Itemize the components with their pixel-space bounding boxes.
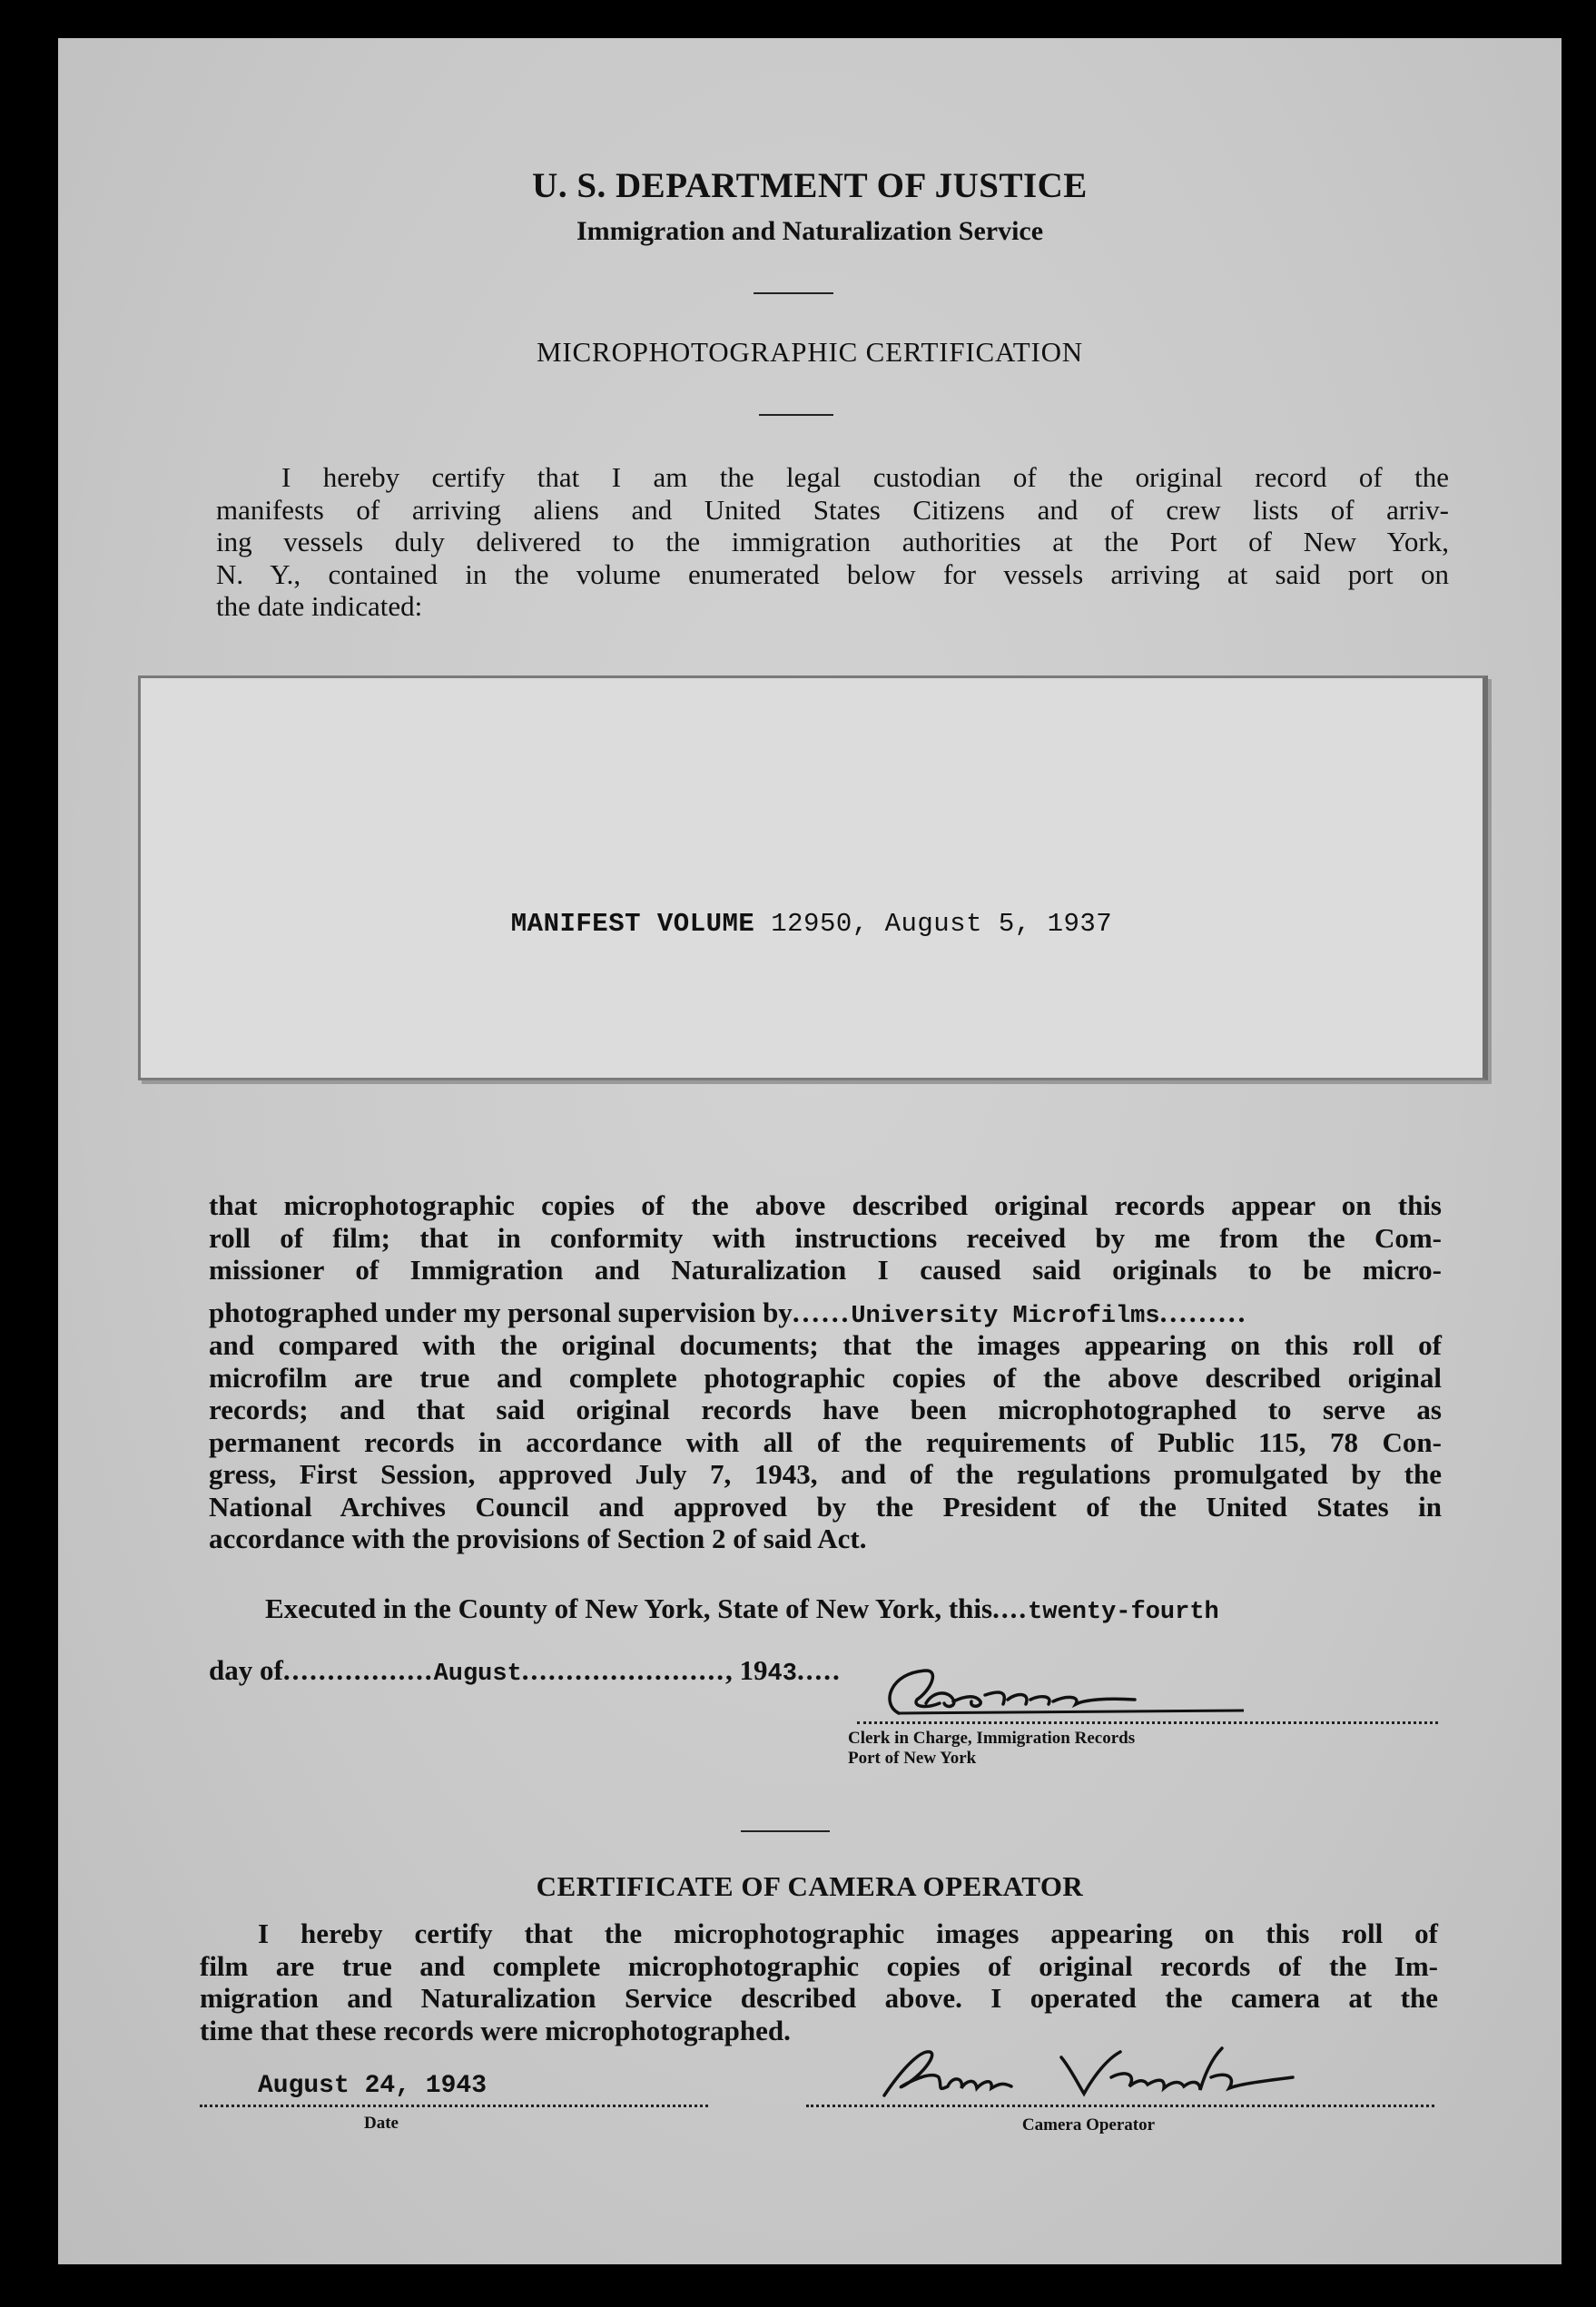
- divider: [759, 414, 833, 416]
- body-paragraph-2: [209, 1329, 1442, 1555]
- intro-line: manifests of arriving aliens and United States Citizens and of crew lists of arriv-: [216, 493, 1449, 526]
- body-line: National Archives Council and approved by the President of the United States in: [209, 1490, 1442, 1523]
- body-line: that microphotographic copies of the above described original records appear on this: [209, 1189, 1442, 1221]
- service-subtitle: Immigration and Naturalization Service: [576, 216, 1044, 246]
- camera-date-value: August 24, 1943: [257, 2072, 488, 2100]
- clerk-title: [848, 1729, 1302, 1769]
- operator-line: [806, 2105, 1434, 2107]
- body-line: accordance with the provisions of Section 2 of said Act.: [209, 1523, 867, 1554]
- photographed-prefix: photographed under my personal supervision by: [209, 1296, 793, 1328]
- intro-line: N. Y., contained in the volume enumerated below for vessels arriving at said port on: [216, 557, 1449, 590]
- date-label: Date: [364, 2114, 399, 2133]
- camera-paragraph: [200, 1918, 1438, 2046]
- clerk-title-line1: Clerk in Charge, Immigration Records: [848, 1729, 1136, 1748]
- body-line: microfilm are true and complete photographic copies of the above described original: [209, 1361, 1442, 1394]
- executed-line: Executed in the County of New York, State of New York, this....twenty-fourth: [265, 1592, 1219, 1626]
- body-line: permanent records in accordance with all of the requirements of Public 115, 78 Con-: [209, 1425, 1442, 1458]
- operator-signature: [866, 2041, 1338, 2106]
- body-paragraph: [209, 1189, 1442, 1287]
- executed-prefix: Executed in the County of New York, State of New York, this: [265, 1592, 993, 1624]
- body-line: and compared with the original documents; that the images appearing on this roll of: [209, 1329, 1442, 1361]
- date-line: [200, 2105, 708, 2107]
- body-line: missioner of Immigration and Naturalization I caused said originals to be micro-: [209, 1254, 1442, 1286]
- day-of-line: day of.................August......................., 1943.....: [209, 1654, 842, 1688]
- day-of-label: day of: [209, 1654, 283, 1686]
- camera-heading: CERTIFICATE OF CAMERA OPERATOR: [536, 1870, 1084, 1902]
- certificate-page: [58, 38, 1562, 2264]
- photographed-by-value: University Microfilms: [851, 1303, 1160, 1330]
- camera-line: I hereby certify that the microphotographic images appearing on this roll of: [258, 1918, 1438, 1949]
- volume-date: August 5, 1937: [884, 909, 1113, 939]
- operator-label: Camera Operator: [1021, 2115, 1156, 2134]
- body-line: records; and that said original records have been microphotographed to serve as: [209, 1394, 1442, 1425]
- body-line: gress, First Session, approved July 7, 1943, and of the regulations promulgated by the: [209, 1458, 1442, 1490]
- clerk-signature-area: [862, 1663, 1434, 1718]
- operator-signature-area: [866, 2041, 1356, 2106]
- executed-month: August: [433, 1661, 522, 1688]
- executed-day: twenty-fourth: [1028, 1599, 1219, 1626]
- year-prefix: , 19: [725, 1654, 768, 1686]
- signature-line: [857, 1721, 1438, 1724]
- intro-line: the date indicated:: [216, 590, 423, 622]
- intro-line: I hereby certify that I am the legal custodian of the original record of the: [281, 461, 1449, 493]
- camera-line: time that these records were microphotographed.: [200, 2014, 791, 2046]
- volume-number: 12950,: [771, 909, 869, 939]
- photographed-line: photographed under my personal supervision by......University Microfilms.........: [209, 1296, 1248, 1330]
- divider: [741, 1830, 830, 1832]
- intro-line: ing vessels duly delivered to the immigration authorities at the Port of New York,: [216, 526, 1449, 557]
- certification-heading: MICROPHOTOGRAPHIC CERTIFICATION: [537, 336, 1083, 368]
- department-title: U. S. DEPARTMENT OF JUSTICE: [532, 166, 1088, 205]
- body-line: roll of film; that in conformity with instructions received by me from the Com-: [209, 1221, 1442, 1254]
- volume-text: [141, 909, 1483, 939]
- volume-label: MANIFEST VOLUME: [510, 909, 755, 939]
- clerk-signature: [862, 1663, 1271, 1727]
- clerk-title-line2: Port of New York: [848, 1749, 977, 1768]
- intro-paragraph: [216, 461, 1449, 623]
- divider: [754, 292, 833, 294]
- executed-year: 43: [767, 1661, 797, 1688]
- camera-line: film are true and complete microphotographic copies of original records of the Im-: [200, 1949, 1438, 1982]
- volume-slip: [138, 675, 1488, 1080]
- camera-line: migration and Naturalization Service described above. I operated the camera at the: [200, 1982, 1438, 2014]
